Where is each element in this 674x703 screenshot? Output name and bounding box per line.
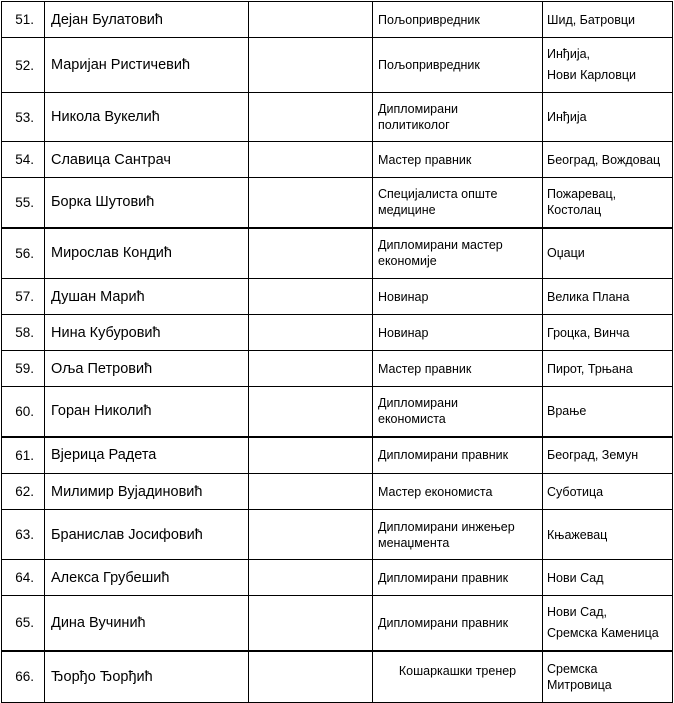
table-row	[2, 560, 673, 596]
table-row	[2, 315, 673, 351]
profession-line: менаџмента	[378, 535, 450, 550]
profession-line: економије	[378, 254, 437, 269]
table-row	[2, 596, 673, 651]
candidate-name: Дина Вучинић	[45, 596, 249, 651]
place-line: Сремска Каменица	[547, 625, 659, 640]
row-number: 61.	[2, 437, 45, 474]
candidate-place	[543, 437, 673, 474]
profession-line: медицине	[378, 203, 436, 218]
profession-line: Мастер правник	[378, 152, 472, 167]
candidate-place	[543, 351, 673, 387]
candidate-name: Маријан Ристичевић	[45, 38, 249, 93]
table-row	[2, 437, 673, 474]
candidate-table	[1, 1, 673, 703]
empty-cell	[249, 2, 373, 38]
place-line: Београд, Вождовац	[547, 152, 661, 167]
candidate-place	[543, 93, 673, 142]
empty-cell	[249, 93, 373, 142]
place-line: Пирот, Трњана	[547, 361, 633, 376]
place-line: Суботица	[547, 484, 604, 499]
table-row	[2, 279, 673, 315]
candidate-place	[543, 2, 673, 38]
place-line: Костолац	[547, 203, 602, 218]
profession-line: Дипломирани инжењер	[378, 519, 515, 534]
place-line: Нови Сад	[547, 570, 604, 585]
row-number: 63.	[2, 510, 45, 560]
profession-line: Мастер правник	[378, 361, 472, 376]
empty-cell	[249, 510, 373, 560]
candidate-profession	[373, 38, 543, 93]
candidate-name: Вјерица Радета	[45, 437, 249, 474]
candidate-profession	[373, 351, 543, 387]
row-number: 54.	[2, 142, 45, 178]
profession-line: Мастер економиста	[378, 484, 493, 499]
table-row	[2, 351, 673, 387]
candidate-place	[543, 387, 673, 437]
empty-cell	[249, 178, 373, 228]
profession-line: економиста	[378, 412, 446, 427]
profession-line: политиколог	[378, 118, 450, 132]
row-number: 59.	[2, 351, 45, 387]
row-number: 57.	[2, 279, 45, 315]
profession-line: Дипломирани правник	[378, 615, 509, 630]
row-number: 64.	[2, 560, 45, 596]
profession-line: Пољопривредник	[378, 58, 480, 72]
profession-line: Кошаркашки тренер	[398, 663, 517, 678]
profession-line: Дипломирани мастер	[378, 238, 503, 253]
empty-cell	[249, 351, 373, 387]
row-number: 52.	[2, 38, 45, 93]
place-line: Инђија,	[547, 47, 591, 61]
place-line: Шид, Батровци	[547, 12, 635, 27]
empty-cell	[249, 437, 373, 474]
row-number: 66.	[2, 651, 45, 703]
candidate-name: Милимир Вујадиновић	[45, 474, 249, 510]
profession-line: Дипломирани	[378, 102, 458, 116]
place-line: Књажевац	[547, 527, 608, 542]
table-row	[2, 178, 673, 228]
candidate-profession	[373, 93, 543, 142]
place-line: Митровица	[547, 677, 612, 692]
candidate-profession	[373, 178, 543, 228]
candidate-profession	[373, 2, 543, 38]
profession-line: Пољопривредник	[378, 12, 480, 27]
table-row	[2, 474, 673, 510]
table-row	[2, 651, 673, 703]
candidate-name: Мирослав Кондић	[45, 228, 249, 279]
candidate-place	[543, 560, 673, 596]
candidate-profession	[373, 510, 543, 560]
place-line: Велика Плана	[547, 289, 630, 304]
profession-line: Дипломирани правник	[378, 570, 509, 585]
candidate-place	[543, 228, 673, 279]
place-line: Нови Сад,	[547, 604, 607, 619]
empty-cell	[249, 142, 373, 178]
table-row	[2, 93, 673, 142]
candidate-name: Ђорђо Ђорђић	[45, 651, 249, 703]
empty-cell	[249, 596, 373, 651]
candidate-profession	[373, 279, 543, 315]
candidate-place	[543, 596, 673, 651]
empty-cell	[249, 315, 373, 351]
empty-cell	[249, 279, 373, 315]
candidate-name: Никола Вукелић	[45, 93, 249, 142]
profession-line: Новинар	[378, 325, 429, 340]
candidate-profession	[373, 651, 543, 703]
candidate-profession	[373, 474, 543, 510]
place-line: Инђија	[547, 110, 587, 124]
row-number: 56.	[2, 228, 45, 279]
candidate-name: Борка Шутовић	[45, 178, 249, 228]
empty-cell	[249, 38, 373, 93]
candidate-place	[543, 142, 673, 178]
candidate-name: Славица Сантрач	[45, 142, 249, 178]
empty-cell	[249, 560, 373, 596]
table-row	[2, 142, 673, 178]
candidate-profession	[373, 228, 543, 279]
candidate-profession	[373, 142, 543, 178]
candidate-profession	[373, 387, 543, 437]
table-row	[2, 2, 673, 38]
place-line: Београд, Земун	[547, 448, 639, 463]
table-row	[2, 38, 673, 93]
candidate-place	[543, 279, 673, 315]
candidate-place	[543, 651, 673, 703]
table-row	[2, 510, 673, 560]
candidate-name: Горан Николић	[45, 387, 249, 437]
place-line: Врање	[547, 404, 587, 419]
table-row	[2, 228, 673, 279]
candidate-place	[543, 474, 673, 510]
candidate-profession	[373, 596, 543, 651]
row-number: 62.	[2, 474, 45, 510]
place-line: Оџаци	[547, 246, 585, 261]
row-number: 51.	[2, 2, 45, 38]
candidate-name: Бранислав Јосифовић	[45, 510, 249, 560]
candidate-place	[543, 510, 673, 560]
place-line: Сремска	[547, 661, 598, 676]
profession-line: Дипломирани правник	[378, 448, 509, 463]
row-number: 58.	[2, 315, 45, 351]
row-number: 53.	[2, 93, 45, 142]
candidate-name: Оља Петровић	[45, 351, 249, 387]
empty-cell	[249, 474, 373, 510]
profession-line: Дипломирани	[378, 396, 458, 411]
candidate-profession	[373, 560, 543, 596]
empty-cell	[249, 387, 373, 437]
candidate-place	[543, 315, 673, 351]
row-number: 55.	[2, 178, 45, 228]
empty-cell	[249, 228, 373, 279]
candidate-place	[543, 178, 673, 228]
place-line: Пожаревац,	[547, 187, 617, 202]
candidate-profession	[373, 437, 543, 474]
empty-cell	[249, 651, 373, 703]
place-line: Нови Карловци	[547, 68, 637, 82]
candidate-name: Душан Марић	[45, 279, 249, 315]
row-number: 60.	[2, 387, 45, 437]
table-row	[2, 387, 673, 437]
candidate-name: Дејан Булатовић	[45, 2, 249, 38]
candidate-place	[543, 38, 673, 93]
profession-line: Специјалиста опште	[378, 187, 498, 202]
row-number: 65.	[2, 596, 45, 651]
candidate-name: Алекса Грубешић	[45, 560, 249, 596]
candidate-name: Нина Кубуровић	[45, 315, 249, 351]
candidate-profession	[373, 315, 543, 351]
place-line: Гроцка, Винча	[547, 325, 630, 340]
profession-line: Новинар	[378, 289, 429, 304]
